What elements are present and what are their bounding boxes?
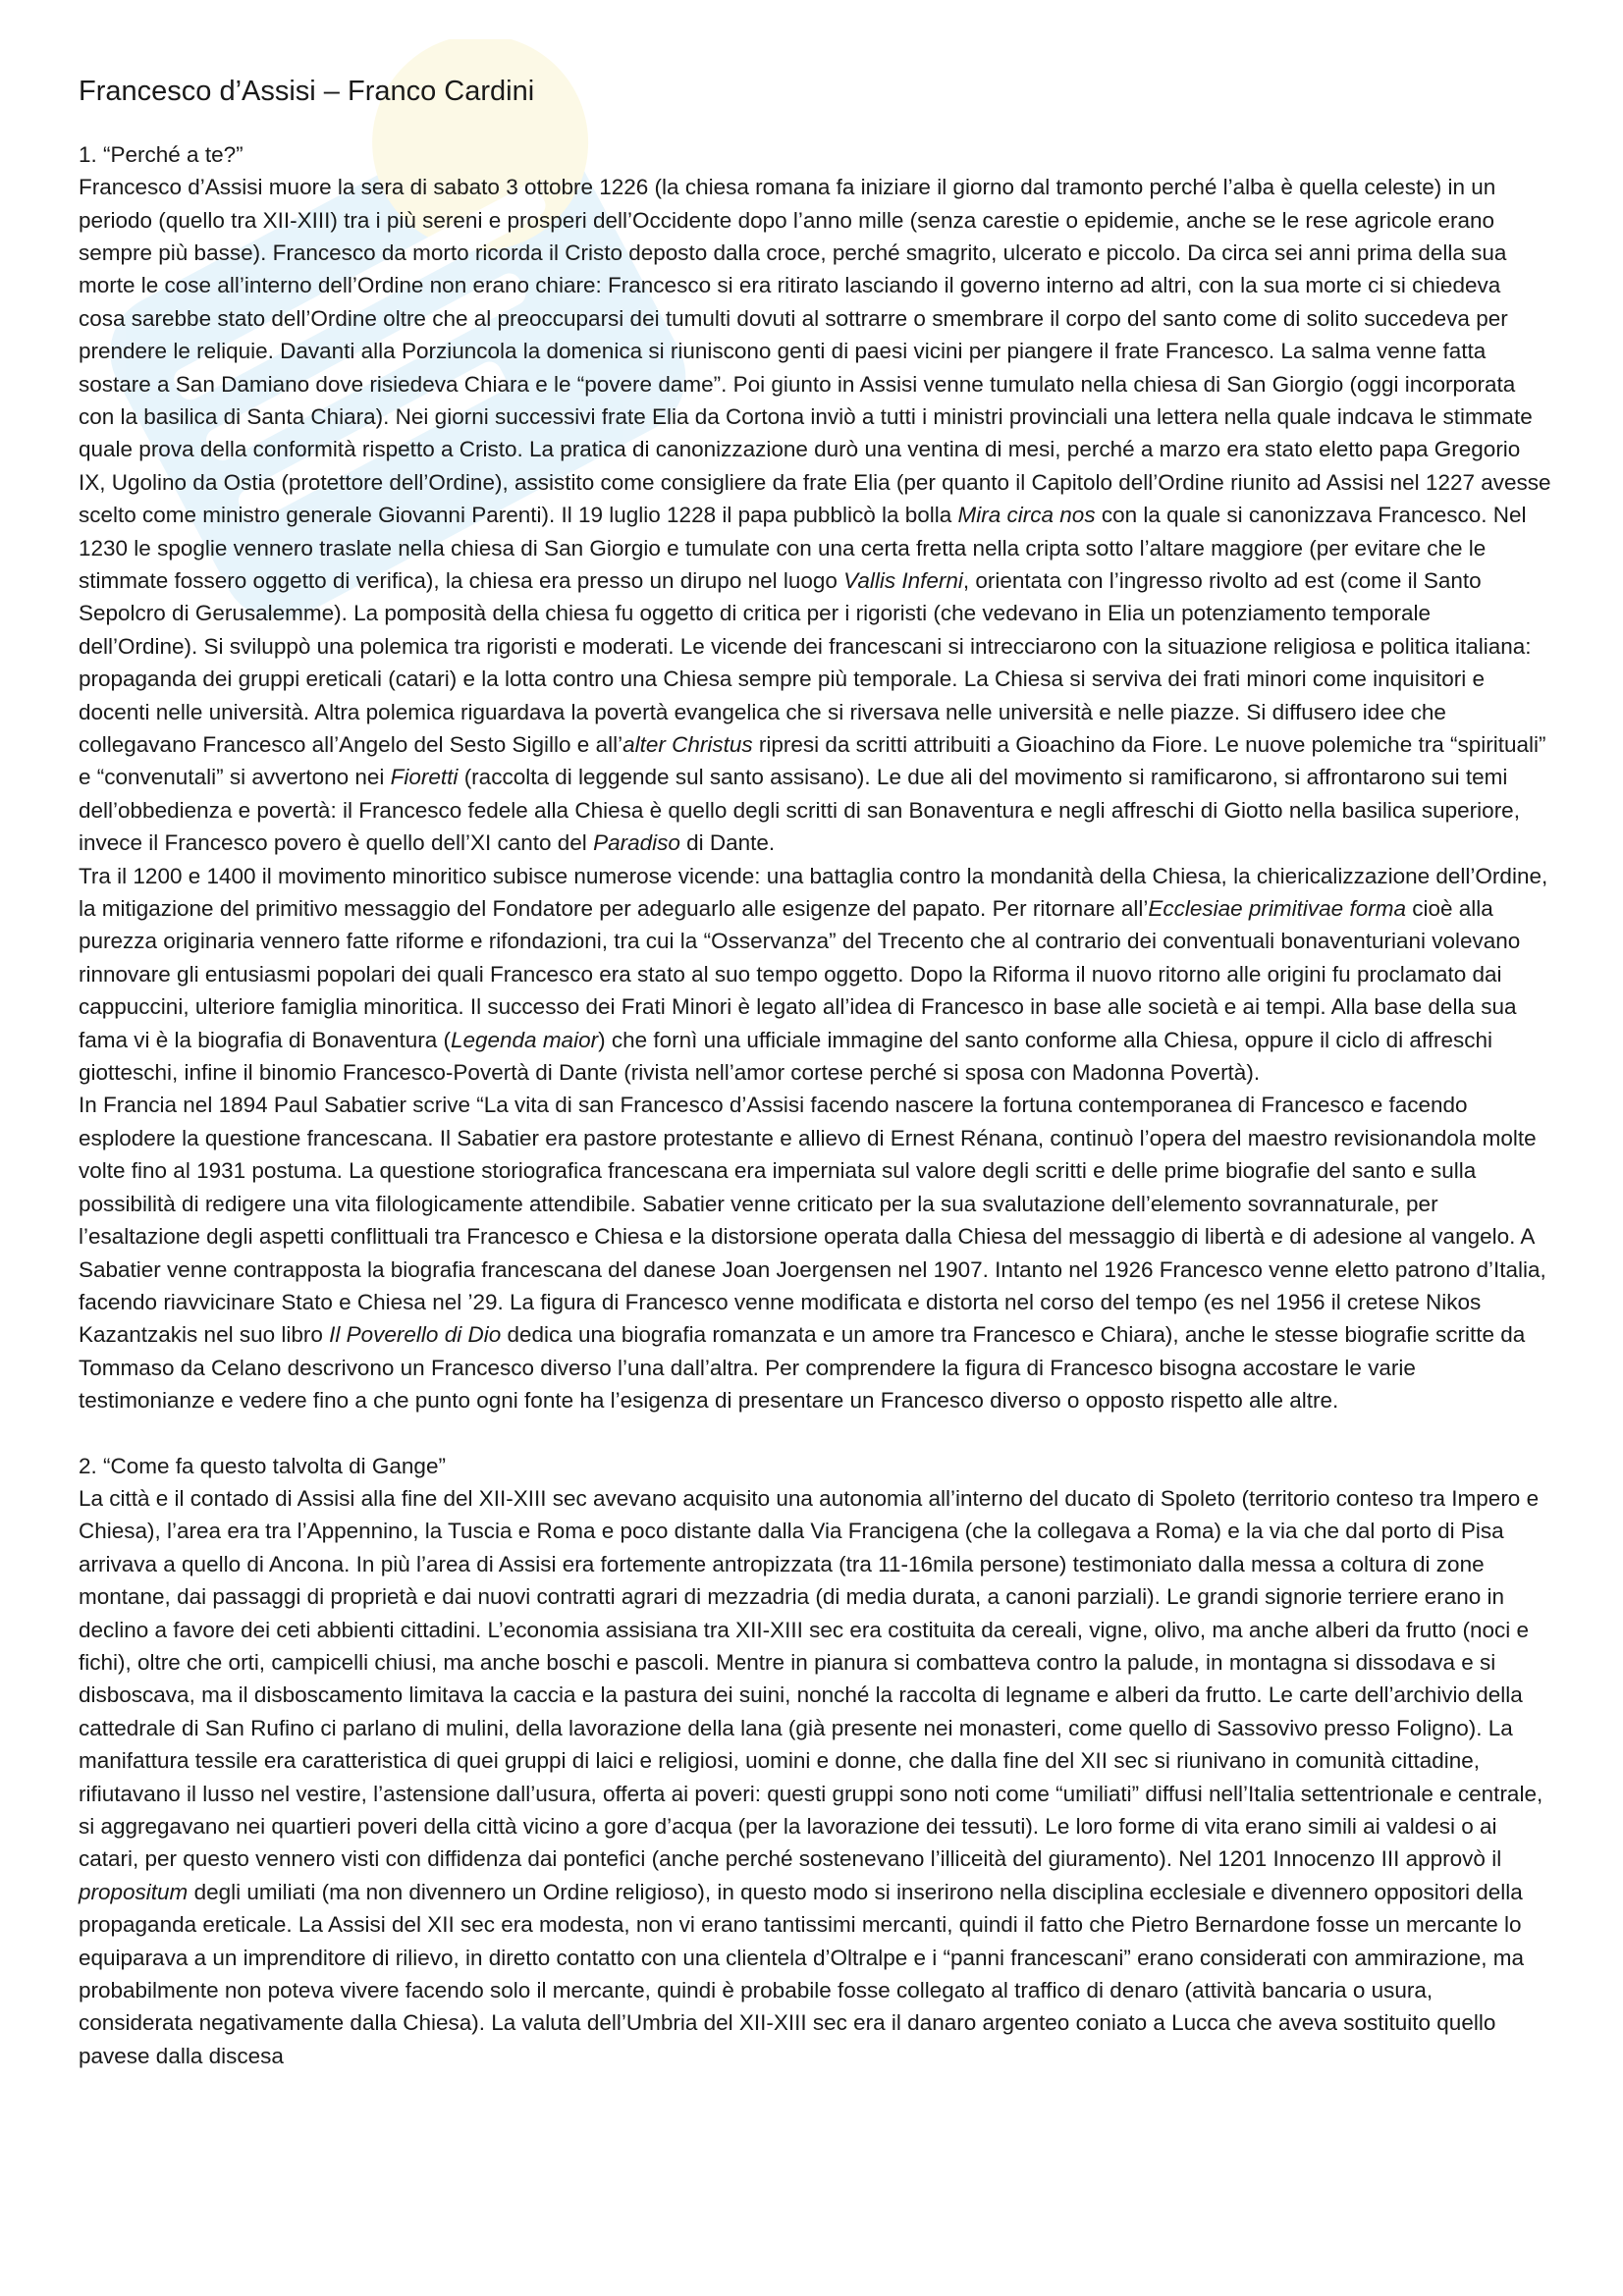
paragraph: La città e il contado di Assisi alla fine del XII-XIII sec avevano acquisito una autonomia all’interno del ducato di Spoleto (territorio conteso tra Impero e Chiesa), l’area era tra l’Appennino, la Tuscia e Roma e poco distante dalla Via Francigena (che la collegava a Roma) e la via che dal porto di Pisa arrivava a quello di Ancona. In più l’area di Assisi era fortemente antropizzata (tra 11-16mila persone) testimoniato dalla messa a coltura di zone montane, dai passaggi di proprietà e dai nuovi contratti agrari di mezzadria (di media durata, a canoni parziali). Le grandi signorie terriere erano in declino a favore dei ceti abbienti cittadini. L’economia assisiana tra XII-XIII sec era costituita da cereali, vigne, olivo, ma anche alberi da frutto (noci e fichi), oltre che orti, campicelli chiusi, ma anche boschi e pascoli. Mentre in pianura si combatteva contro la palude, in montagna si dissodava e si disboscava, ma il disboscamento limitava la caccia e la pastura dei suini, nonché la raccolta di legname e alberi da frutto. Le carte dell’archivio della cattedrale di San Rufino ci parlano di mulini, della lavorazione della lana (già presente nei monasteri, come quello di Sassovivo presso Foligno). La manifattura tessile era caratteristica di quei gruppi di laici e religiosi, uomini e donne, che dalla fine del XII sec si riunivano in comunità cittadine, rifiutavano il lusso nel vestire, l’astensione dall’usura, offerta ai poveri: questi gruppi sono noti come “umiliati” diffusi nell’Italia settentrionale e centrale, si aggregavano nei quartieri poveri della città vicino a gore d’acqua (per la lavorazione dei tessuti). Le loro forme di vita erano simili ai valdesi o ai catari, per questo vennero visti con diffidenza dai pontefici (anche perché sostenevano l’illiceità del giuramento). Nel 1201 Innocenzo III approvò il propositum degli umiliati (ma non divennero un Ordine religioso), in questo modo si inserirono nella disciplina ecclesiale e divennero oppositori della propaganda ereticale. La Assisi del XII sec era modesta, non vi erano tantissimi mercanti, quindi il fatto che Pietro Bernardone fosse un mercante lo equiparava a un imprenditore di rilievo, in diretto contatto con una clientela d’Oltralpe e i “panni francescani” erano considerati con ammirazione, ma probabilmente non poteva vivere facendo solo il mercante, quindi è probabile fosse collegato al traffico di denaro (attività bancaria o usura, considerata negativamente dalla Chiesa). La valuta dell’Umbria del XII-XIII sec era il danaro argenteo coniato a Lucca che aveva sostituito quello pavese dalla discesa xyxy=(79,1485,1543,2068)
section-1 xyxy=(79,138,1551,1417)
section-divider xyxy=(79,1417,1551,1450)
section-2 xyxy=(79,1450,1551,2073)
paragraph: Tra il 1200 e 1400 il movimento minoritico subisce numerose vicende: una battaglia contro la mondanità della Chiesa, la chiericalizzazione dell’Ordine, la mitigazione del primitivo messaggio del Fondatore per adeguarlo alle esigenze del papato. Per ritornare all’Ecclesiae primitivae forma cioè alla purezza originaria vennero fatte riforme e rifondazioni, tra cui la “Osservanza” del Trecento che al contrario dei conventuali bonaventuriani volevano rinnovare gli entusiasmi popolari dei quali Francesco era stato al suo tempo oggetto. Dopo la Riforma il nuovo ritorno alle origini fu proclamato dai cappuccini, ulteriore famiglia minoritica. Il successo dei Frati Minori è legato all’idea di Francesco in base alle società e ai tempi. Alla base della sua fama vi è la biografia di Bonaventura (Legenda maior) che fornì una ufficiale immagine del santo conforme alla Chiesa, oppure il ciclo di affreschi giotteschi, infine il binomio Francesco-Povertà di Dante (rivista nell’amor cortese perché si sposa con Madonna Povertà). xyxy=(79,863,1548,1086)
paragraph: Francesco d’Assisi muore la sera di sabato 3 ottobre 1226 (la chiesa romana fa iniziare il giorno dal tramonto perché l’alba è quella celeste) in un periodo (quello tra XII-XIII) tra i più sereni e prosperi dell’Occidente dopo l’anno mille (senza carestie o epidemie, anche se le rese agricole erano sempre più basse). Francesco da morto ricorda il Cristo deposto dalla croce, perché smagrito, ulcerato e piccolo. Da circa sei anni prima della sua morte le cose all’interno dell’Ordine non erano chiare: Francesco si era ritirato lasciando il governo interno ad altri, con la sua morte ci si chiedeva cosa sarebbe stato dell’Ordine oltre che al preoccuparsi dei tumulti dovuti al sottrarre o smembrare il corpo del santo come di solito succedeva per prendere le reliquie. Davanti alla Porziuncola la domenica si riuniscono genti di paesi vicini per piangere il frate Francesco. La salma venne fatta sostare a San Damiano dove risiedeva Chiara e le “povere dame”. Poi giunto in Assisi venne tumulato nella chiesa di San Giorgio (oggi incorporata con la basilica di Santa Chiara). Nei giorni successivi frate Elia da Cortona inviò a tutti i ministri provinciali una lettera nella quale indcava le stimmate quale prova della conformità rispetto a Cristo. La pratica di canonizzazione durò una ventina di mesi, perché a marzo era stato eletto papa Gregorio IX, Ugolino da Ostia (protettore dell’Ordine), assistito come consigliere da frate Elia (per quanto il Capitolo dell’Ordine riunito ad Assisi nel 1227 avesse scelto come ministro generale Giovanni Parenti). Il 19 luglio 1228 il papa pubblicò la bolla Mira circa nos con la quale si canonizzava Francesco. Nel 1230 le spoglie vennero traslate nella chiesa di San Giorgio e tumulate con una certa fretta nella cripta sotto l’altare maggiore (per evitare che le stimmate fossero oggetto di verifica), la chiesa era presso un dirupo nel luogo Vallis Inferni, orientata con l’ingresso rivolto ad est (come il Santo Sepolcro di Gerusalemme). La pomposità della chiesa fu oggetto di critica per i rigoristi (che vedevano in Elia un potenziamento temporale dell’Ordine). Si sviluppò una polemica tra rigoristi e moderati. Le vicende dei francescani si intrecciarono con la situazione religiosa e politica italiana: propaganda dei gruppi ereticali (catari) e la lotta contro una Chiesa sempre più temporale. La Chiesa si serviva dei frati minori come inquisitori e docenti nelle università. Altra polemica riguardava la povertà evangelica che si riversava nelle università e nelle piazze. Si diffusero idee che collegavano Francesco all’Angelo del Sesto Sigillo e all’alter Christus ripresi da scritti attribuiti a Gioachino da Fiore. Le nuove polemiche tra “spirituali” e “convenutali” si avvertono nei Fioretti (raccolta di leggende sul santo assisano). Le due ali del movimento si ramificarono, si affrontarono sui temi dell’obbedienza e povertà: il Francesco fedele alla Chiesa è quello degli scritti di san Bonaventura e negli affreschi di Giotto nella basilica superiore, invece il Francesco povero è quello dell’XI canto del Paradiso di Dante. xyxy=(79,175,1551,856)
document-title: Francesco d’Assisi – Franco Cardini xyxy=(79,76,535,107)
paragraph: In Francia nel 1894 Paul Sabatier scrive “La vita di san Francesco d’Assisi facendo nascere la fortuna contemporanea di Francesco e facendo esplodere la questione francescana. Il Sabatier era pastore protestante e allievo di Ernest Rénana, continuò l’opera del maestro revisionandola molte volte fino al 1931 postuma. La questione storiografica francescana era imperniata sul valore degli scritti e delle prime biografie del santo e sulla possibilità di redigere una vita filologicamente attendibile. Sabatier venne criticato per la sua svalutazione dell’elemento sovrannaturale, per l’esaltazione degli aspetti conflittuali tra Francesco e Chiesa e la distorsione operata dalla Chiesa del messaggio di libertà e di adesione al vangelo. A Sabatier venne contrapposta la biografia francescana del danese Joan Joergensen nel 1907. Intanto nel 1926 Francesco venne eletto patrono d’Italia, facendo riavvicinare Stato e Chiesa nel ’29. La figura di Francesco venne modificata e distorta nel corso del tempo (es nel 1956 il cretese Nikos Kazantzakis nel suo libro Il Poverello di Dio dedica una biografia romanzata e un amore tra Francesco e Chiara), anche le stesse biografie scritte da Tommaso da Celano descrivono un Francesco diverso l’una dall’altra. Per comprendere la figura di Francesco bisogna accostare le varie testimonianze e vedere fino a che punto ogni fonte ha l’esigenza di presentare un Francesco diverso o opposto rispetto alle altre. xyxy=(79,1093,1546,1414)
section-heading: 1. “Perché a te?” xyxy=(79,141,243,167)
section-heading: 2. “Come fa questo talvolta di Gange” xyxy=(79,1453,446,1478)
document-page xyxy=(79,74,1551,2072)
